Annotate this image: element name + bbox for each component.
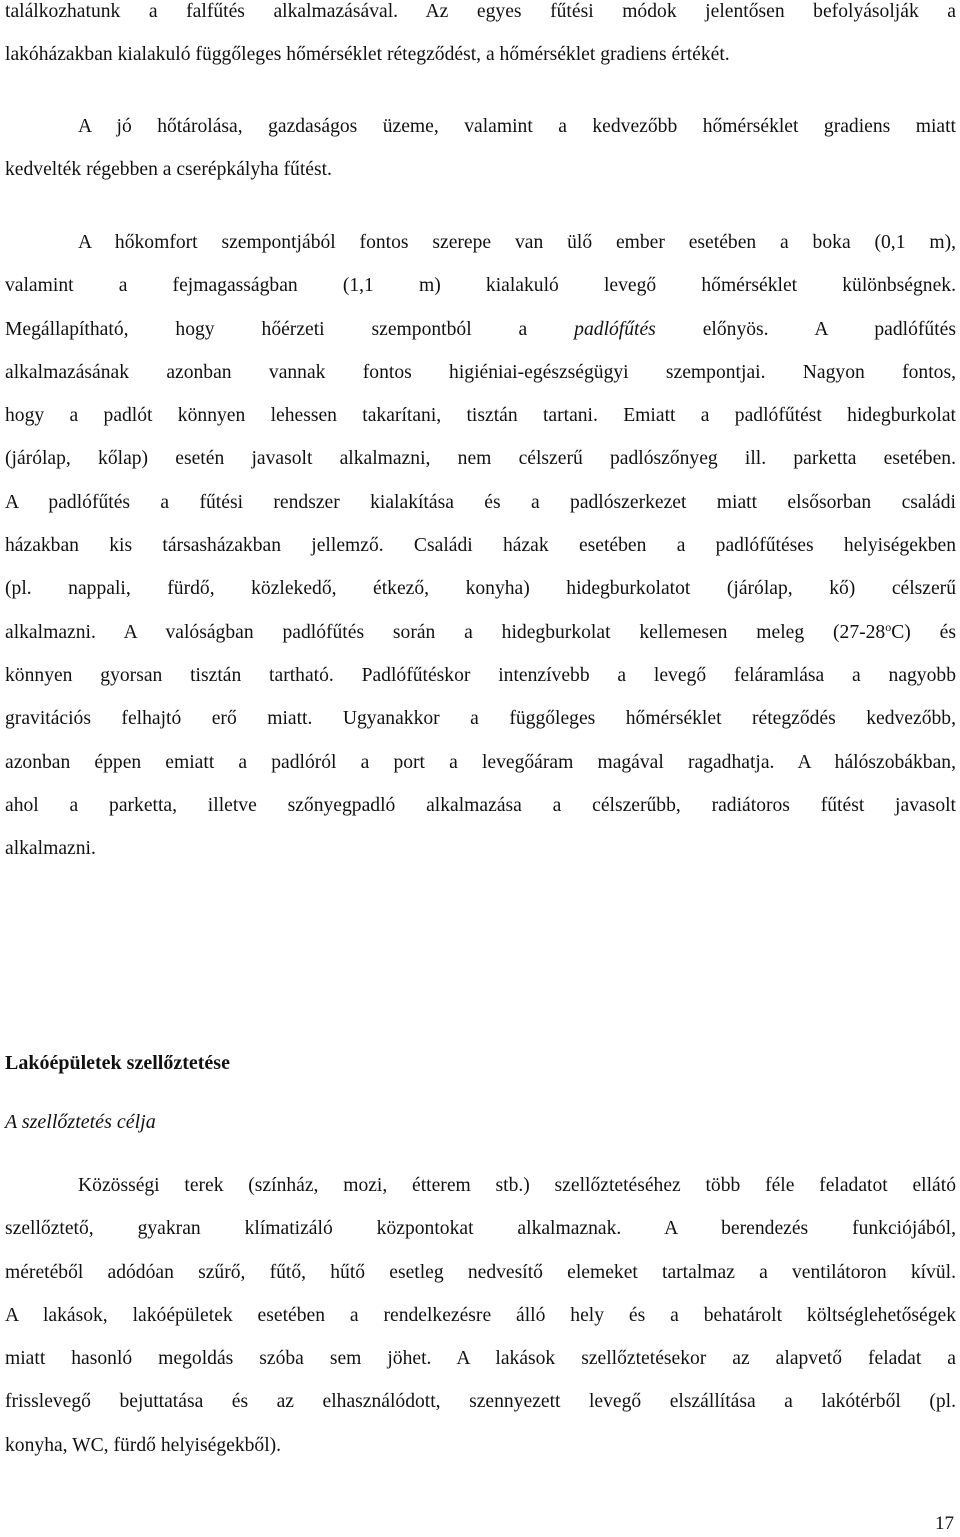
text-line: alkalmazásának azonban vannak fontos higiéniai-egészségügyi szempontjai. Nagyon fontos, bbox=[5, 361, 956, 383]
text-line: könnyen gyorsan tisztán tartható. Padlófűtéskor intenzívebb a levegő feláramlása a nagyobb bbox=[5, 664, 956, 686]
text-line: kedvelték régebben a cserépkályha fűtést. bbox=[5, 159, 332, 181]
text-line: találkozhatunk a falfűtés alkalmazásával. Az egyes fűtési módok jelentősen befolyásolják a bbox=[5, 1, 956, 22]
text-line: A jó hőtárolása, gazdaságos üzeme, valamint a kedvezőbb hőmérséklet gradiens miatt bbox=[78, 116, 956, 137]
emphasis-term: padlófűtés bbox=[574, 318, 656, 340]
subsection-heading: A szellőztetés célja bbox=[5, 1111, 156, 1133]
text-line: miatt hasonló megoldás szóba sem jöhet. A lakások szellőztetésekor az alapvető feladat a bbox=[5, 1348, 956, 1370]
text-line: lakóházakban kialakuló függőleges hőmérséklet rétegződést, a hőmérséklet gradiens értékét. bbox=[5, 44, 730, 66]
text-line: A lakások, lakóépületek esetében a rendelkezésre álló hely és a behatárolt költséglehetőségek bbox=[5, 1304, 956, 1326]
text-line: alkalmazni. bbox=[5, 838, 96, 860]
text-line bbox=[5, 308, 956, 351]
text-line: azonban éppen emiatt a padlóról a port a levegőáram magával ragadhatja. A hálószobákban, bbox=[5, 751, 956, 773]
text-segment: Megállapítható, hogy hőérzeti szempontból a bbox=[5, 318, 575, 340]
paragraph-ventilation bbox=[5, 1164, 956, 1467]
text-line: (járólap, kőlap) esetén javasolt alkalmazni, nem célszerű padlószőnyeg ill. parketta esetében. bbox=[5, 448, 956, 470]
text-line: konyha, WC, fürdő helyiségekből). bbox=[5, 1434, 282, 1456]
text-segment: C) és bbox=[891, 621, 956, 643]
text-line: A padlófűtés a fűtési rendszer kialakítása és a padlószerkezet miatt elsősorban családi bbox=[5, 491, 956, 513]
paragraph-continuation bbox=[5, 0, 956, 77]
text-line: gravitációs felhajtó erő miatt. Ugyanakkor a függőleges hőmérséklet rétegződés kedvezőbb, bbox=[5, 708, 956, 730]
text-line: (pl. nappali, fürdő, közlekedő, étkező, konyha) hidegburkolatot (járólap, kő) célszerű bbox=[5, 578, 956, 600]
paragraph-heat-storage bbox=[5, 105, 956, 192]
text-line: szellőztető, gyakran klímatizáló központokat alkalmaznak. A berendezés funkciójából, bbox=[5, 1218, 956, 1240]
text-line: Közösségi terek (színház, mozi, étterem stb.) szellőztetéséhez több féle feladatot ellátó bbox=[78, 1175, 956, 1196]
section-heading: Lakóépületek szellőztetése bbox=[5, 1052, 230, 1074]
text-line: házakban kis társasházakban jellemző. Családi házak esetében a padlófűtéses helyiségekben bbox=[5, 535, 956, 557]
text-line: méretéből adódóan szűrő, fűtő, hűtő esetleg nedvesítő elemeket tartalmaz a ventilátoron kívül. bbox=[5, 1261, 956, 1283]
text-line: valamint a fejmagasságban (1,1 m) kialakuló levegő hőmérséklet különbségnek. bbox=[5, 275, 956, 297]
text-segment: alkalmazni. A valóságban padlófűtés során a hidegburkolat kellemesen meleg (27-28 bbox=[5, 621, 886, 643]
degree-superscript: o bbox=[885, 619, 892, 634]
text-line: ahol a parketta, illetve szőnyegpadló alkalmazása a célszerűbb, radiátoros fűtést javasolt bbox=[5, 794, 956, 816]
text-segment: előnyös. A padlófűtés bbox=[655, 318, 956, 340]
text-line: hogy a padlót könnyen lehessen takarítani, tisztán tartani. Emiatt a padlófűtést hidegburkolat bbox=[5, 405, 956, 427]
page-number: 17 bbox=[935, 1513, 954, 1534]
text-line: A hőkomfort szempontjából fontos szerepe van ülő ember esetében a boka (0,1 m), bbox=[78, 232, 956, 253]
text-line bbox=[5, 611, 956, 654]
paragraph-thermal-comfort bbox=[5, 221, 956, 870]
text-line: frisslevegő bejuttatása és az elhasználódott, szennyezett levegő elszállítása a lakótérből (pl. bbox=[5, 1391, 956, 1413]
